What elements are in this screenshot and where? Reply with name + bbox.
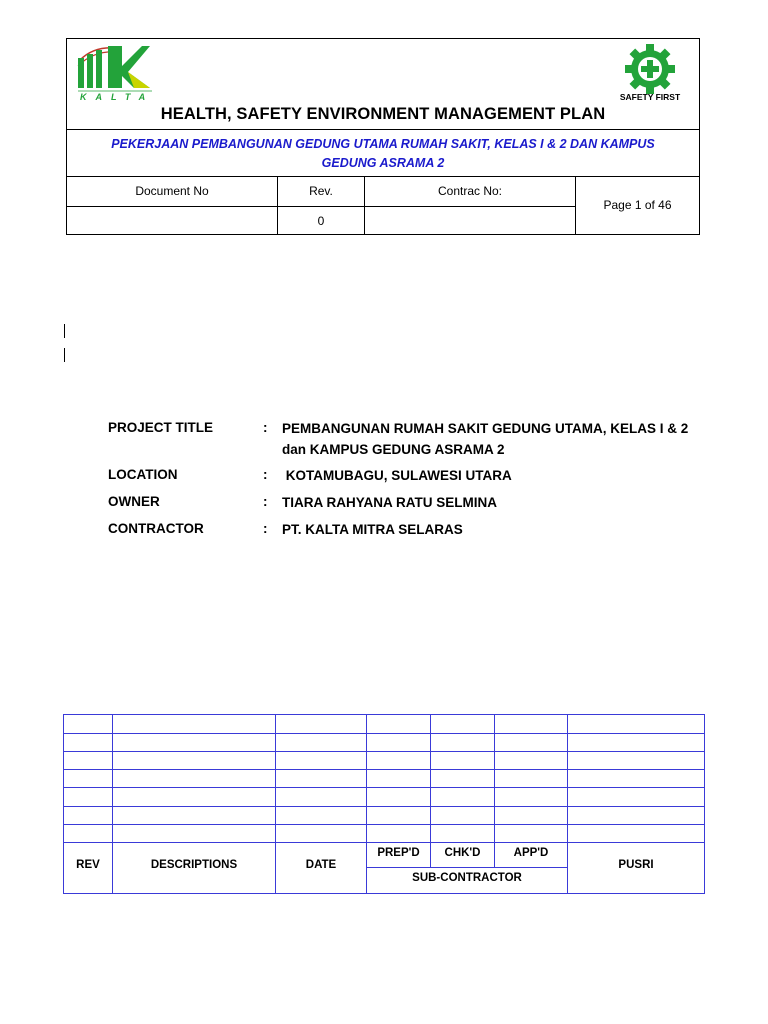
contractor-label: CONTRACTOR <box>108 521 204 536</box>
text-cursor <box>64 348 65 362</box>
row-line <box>366 867 567 868</box>
col-header-appd: APP'D <box>513 847 549 859</box>
table-divider <box>67 206 576 207</box>
col-header-chkd: CHK'D <box>444 847 481 859</box>
svg-text:SAFETY FIRST: SAFETY FIRST <box>619 92 681 102</box>
column-line <box>494 714 495 868</box>
document-info-table <box>67 177 699 235</box>
kalta-logo <box>72 42 217 102</box>
row-line <box>63 824 705 825</box>
row-line <box>63 806 705 807</box>
page-number: Page 1 of 46 <box>603 198 672 212</box>
svg-text:KALTA: KALTA <box>80 92 155 102</box>
owner-label: OWNER <box>108 494 160 509</box>
text-cursor <box>64 324 65 338</box>
colon: : <box>263 521 268 536</box>
row-line <box>63 769 705 770</box>
revision-table <box>63 714 705 894</box>
col-header-sub-contractor: SUB-CONTRACTOR <box>412 872 522 884</box>
logo-row <box>67 39 699 103</box>
project-title-value: PEMBANGUNAN RUMAH SAKIT GEDUNG UTAMA, KELAS I & 2 dan KAMPUS GEDUNG ASRAMA 2 <box>282 421 689 457</box>
contract-no-label: Contrac No: <box>437 184 503 198</box>
subtitle-line-1: PEKERJAAN PEMBANGUNAN GEDUNG UTAMA RUMAH SAKIT, KELAS I & 2 DAN KAMPUS <box>111 137 655 151</box>
document-no-label: Document No <box>135 184 209 198</box>
column-line <box>366 714 367 894</box>
rev-value: 0 <box>317 214 325 228</box>
colon: : <box>263 494 268 509</box>
colon: : <box>263 467 268 482</box>
row-line <box>63 751 705 752</box>
rev-label: Rev. <box>309 184 333 198</box>
col-header-pusri: PUSRI <box>618 859 654 871</box>
table-border <box>63 714 705 715</box>
col-header-date: DATE <box>305 859 337 871</box>
colon: : <box>263 420 268 435</box>
subtitle-line-2: GEDUNG ASRAMA 2 <box>321 156 445 170</box>
owner-value: TIARA RAHYANA RATU SELMINA <box>282 495 497 510</box>
safety-first-logo <box>615 44 685 102</box>
location-value: KOTAMUBAGU, SULAWESI UTARA <box>282 468 512 483</box>
column-line <box>430 714 431 868</box>
row-line <box>63 842 705 843</box>
row-line <box>63 787 705 788</box>
table-border <box>704 714 705 894</box>
divider <box>67 129 699 130</box>
col-header-prepd: PREP'D <box>377 847 420 859</box>
col-header-rev: REV <box>76 859 100 871</box>
row-line <box>63 733 705 734</box>
contractor-value: PT. KALTA MITRA SELARAS <box>282 522 463 537</box>
project-title-label: PROJECT TITLE <box>108 420 214 435</box>
col-header-descriptions: DESCRIPTIONS <box>150 859 238 871</box>
document-title: HEALTH, SAFETY ENVIRONMENT MANAGEMENT PLAN <box>160 105 606 123</box>
document-header <box>66 38 700 235</box>
table-border <box>63 893 705 894</box>
project-subtitle <box>97 135 669 173</box>
location-label: LOCATION <box>108 467 178 482</box>
